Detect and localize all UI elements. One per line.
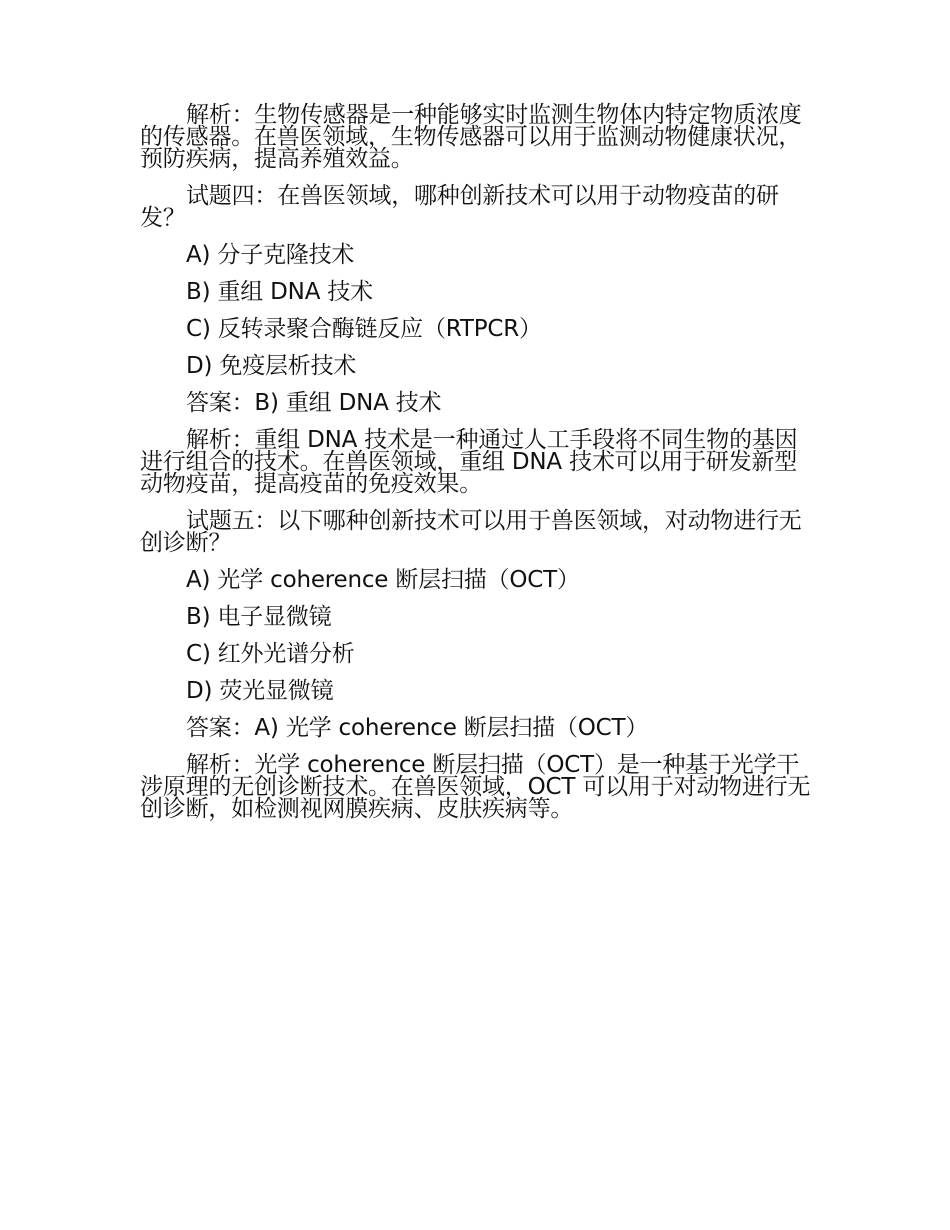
question-5-option-a: A) 光学 coherence 断层扫描（OCT） [186, 567, 580, 593]
question-5-option-b: B) 电子显微镜 [186, 604, 332, 630]
question-4-option-a: A) 分子克隆技术 [186, 242, 355, 268]
question-5: 试题五：以下哪种创新技术可以用于兽医领域，对动物进行无创诊断？ [140, 508, 802, 556]
question-5-answer: 答案：A) 光学 coherence 断层扫描（OCT） [186, 715, 649, 741]
document-page [140, 104, 812, 835]
question-5-option-c: C) 红外光谱分析 [186, 641, 355, 667]
analysis-paragraph-4: 解析：重组 DNA 技术是一种通过人工手段将不同生物的基因进行组合的技术。在兽医领域，重组 DNA 技术可以用于研发新型动物疫苗，提高疫苗的免疫效果。 [140, 427, 798, 497]
analysis-paragraph-5: 解析：光学 coherence 断层扫描（OCT）是一种基于光学干涉原理的无创诊断技术。在兽医领域，OCT 可以用于对动物进行无创诊断，如检测视网膜疾病、皮肤疾病等。 [140, 752, 811, 822]
question-4-option-b: B) 重组 DNA 技术 [186, 279, 373, 305]
question-4-option-c: C) 反转录聚合酶链反应（RTPCR） [186, 316, 542, 342]
question-5-option-d: D) 荧光显微镜 [186, 678, 334, 704]
question-4-option-d: D) 免疫层析技术 [186, 353, 357, 379]
analysis-paragraph-3: 解析：生物传感器是一种能够实时监测生物体内特定物质浓度的传感器。在兽医领域，生物传感器可以用于监测动物健康状况，预防疾病，提高养殖效益。 [140, 102, 802, 172]
question-4: 试题四：在兽医领域，哪种创新技术可以用于动物疫苗的研发？ [140, 183, 779, 231]
question-4-answer: 答案：B) 重组 DNA 技术 [186, 390, 442, 416]
